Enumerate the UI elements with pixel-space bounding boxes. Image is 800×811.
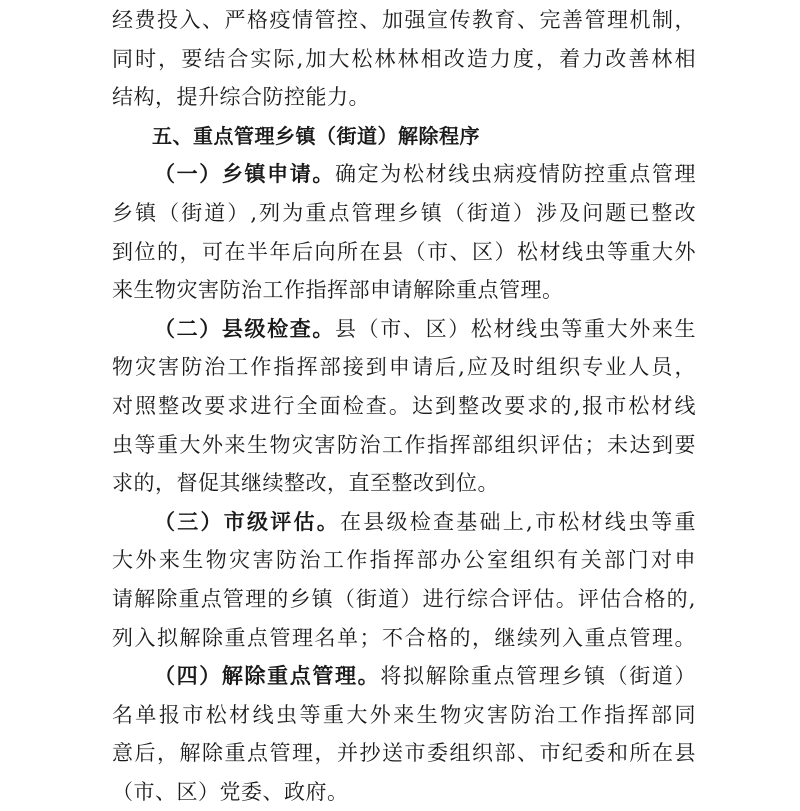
- paragraph-line: 到位的，可在半年后向所在县（市、区）松材线虫等重大外: [112, 239, 696, 264]
- paragraph-first-line: [112, 155, 696, 194]
- paragraph-text: 县（市、区）松材线虫等重大外来生: [335, 316, 697, 341]
- body-text-line: 同时，要结合实际,加大松林林相改造力度，着力改善林相: [112, 46, 696, 71]
- paragraph-line: 名单报市松材线虫等重大外来生物灾害防治工作指挥部同: [112, 702, 696, 727]
- paragraph-line: 意后，解除重点管理，并抄送市委组织部、市纪委和所在县: [112, 741, 696, 766]
- paragraph-line: 乡镇（街道）,列为重点管理乡镇（街道）涉及问题已整改: [112, 200, 696, 225]
- paragraph-line: （市、区）党委、政府。: [112, 779, 349, 804]
- item-label: （一）乡镇申请。: [154, 162, 336, 187]
- item-label: （四）解除重点管理。: [154, 664, 381, 689]
- paragraph-text: 将拟解除重点管理乡镇（街道）: [380, 664, 697, 689]
- paragraph-first-line: [112, 657, 696, 696]
- paragraph-line: 请解除重点管理的乡镇（街道）进行综合评估。评估合格的,: [112, 586, 696, 611]
- paragraph-line: 虫等重大外来生物灾害防治工作指挥部组织评估；未达到要: [112, 432, 696, 457]
- paragraph-line: 列入拟解除重点管理名单；不合格的，继续列入重点管理。: [112, 625, 696, 650]
- item-label: （三）市级评估。: [154, 509, 341, 534]
- paragraph-text: 确定为松材线虫病疫情防控重点管理: [335, 162, 697, 187]
- paragraph-first-line: [112, 310, 696, 349]
- paragraph-first-line: [112, 503, 696, 542]
- body-text-line: 结构，提升综合防控能力。: [112, 85, 370, 110]
- paragraph-text: 在县级检查基础上,市松材线虫等重: [340, 509, 696, 534]
- document-page: [112, 0, 696, 811]
- paragraph-line: 求的，督促其继续整改，直至整改到位。: [112, 471, 499, 496]
- paragraph-line: 对照整改要求进行全面检查。达到整改要求的,报市松材线: [112, 393, 696, 418]
- body-text-line: 经费投入、严格疫情管控、加强宣传教育、完善管理机制，: [112, 8, 696, 32]
- paragraph-line: 物灾害防治工作指挥部接到申请后,应及时组织专业人员，: [112, 355, 696, 380]
- paragraph-line: 大外来生物灾害防治工作指挥部办公室组织有关部门对申: [112, 548, 696, 573]
- paragraph-line: 来生物灾害防治工作指挥部申请解除重点管理。: [112, 278, 564, 303]
- section-heading: 五、重点管理乡镇（街道）解除程序: [152, 123, 480, 148]
- item-label: （二）县级检查。: [154, 316, 336, 341]
